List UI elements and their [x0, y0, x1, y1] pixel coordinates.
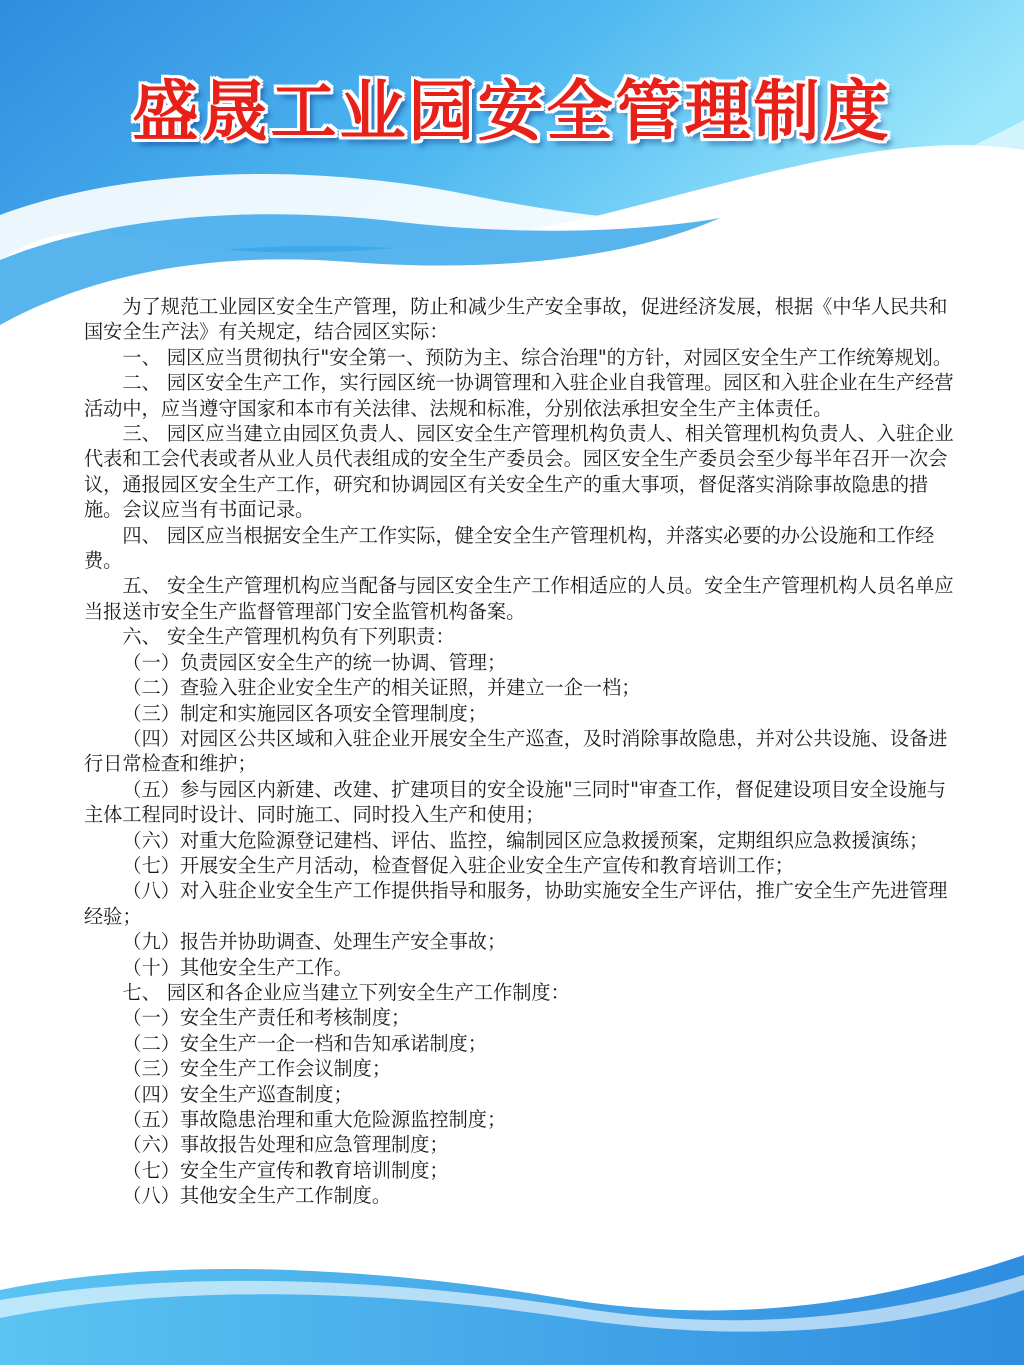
article-6-item: （二）查验入驻企业安全生产的相关证照，并建立一企一档；	[122, 676, 641, 700]
article-5: 五、 安全生产管理机构应当配备与园区安全生产工作相适应的人员。安全生产管理机构人员名单应当报送市安全生产监督管理部门安全监管机构备案。	[84, 574, 954, 623]
article-7-item: （二）安全生产一企一档和告知承诺制度；	[122, 1031, 487, 1055]
article-6-item: （六）对重大危险源登记建档、评估、监控，编制园区应急救援预案，定期组织应急救援演练；	[122, 828, 929, 852]
article-7-item: （五）事故隐患治理和重大危险源监控制度；	[122, 1108, 507, 1131]
article-6-item: （四）对园区公共区域和入驻企业开展安全生产巡查，及时消除事故隐患，并对公共设施、设备进行日常检查和维护；	[84, 726, 948, 776]
document-body	[84, 294, 964, 1209]
article-7-heading: 七、 园区和各企业应当建立下列安全生产工作制度：	[122, 980, 570, 1004]
article-7-item: （六）事故报告处理和应急管理制度；	[122, 1133, 449, 1157]
article-4: 四、 园区应当根据安全生产工作实际，健全安全生产管理机构，并落实必要的办公设施和工作经费。	[84, 523, 935, 573]
article-7-item: （四）安全生产巡查制度；	[122, 1082, 353, 1106]
article-7-item: （七）安全生产宣传和教育培训制度；	[122, 1158, 449, 1182]
article-2: 二、 园区安全生产工作，实行园区统一协调管理和入驻企业自我管理。园区和入驻企业在生产经营活动中，应当遵守国家和本市有关法律、法规和标准，分别依法承担安全生产主体责任。	[84, 371, 954, 420]
article-7-item: （八）其他安全生产工作制度。	[122, 1184, 392, 1208]
article-6-item: （八）对入驻企业安全生产工作提供指导和服务，协助实施安全生产评估，推广安全生产先进管理经验；	[84, 879, 948, 928]
article-6-item: （七）开展安全生产月活动，检查督促入驻企业安全生产宣传和教育培训工作；	[122, 853, 794, 877]
intro-paragraph: 为了规范工业园区安全生产管理，防止和减少生产安全事故，促进经济发展，根据《中华人民共和国安全生产法》有关规定，结合园区实际：	[84, 295, 948, 344]
article-6-item: （五）参与园区内新建、改建、扩建项目的安全设施"三同时"审查工作，督促建设项目安全设施与主体工程同时设计、同时施工、同时投入生产和使用；	[84, 777, 946, 827]
article-6-item: （十）其他安全生产工作。	[122, 955, 353, 979]
article-6-item: （一）负责园区安全生产的统一协调、管理；	[122, 650, 507, 674]
article-6-heading: 六、 安全生产管理机构负有下列职责：	[122, 625, 455, 649]
article-1: 一、 园区应当贯彻执行"安全第一、预防为主、综合治理"的方针，对园区安全生产工作统筹规划。	[122, 345, 953, 369]
article-6-item: （九）报告并协助调查、处理生产安全事故；	[122, 930, 507, 954]
article-6-item: （三）制定和实施园区各项安全管理制度；	[122, 701, 487, 725]
article-3: 三、 园区应当建立由园区负责人、园区安全生产管理机构负责人、相关管理机构负责人、入驻企业代表和工会代表或者从业人员代表组成的安全生产委员会。园区安全生产委员会至少每半年召开一次会议，通报园区安全生产工作，研究和协调园区有关安全生产的重大事项，督促落实消除事故隐患的措施。会议应当有书面记录。	[84, 422, 954, 522]
article-7-item: （三）安全生产工作会议制度；	[122, 1057, 392, 1081]
article-7-item: （一）安全生产责任和考核制度；	[122, 1006, 411, 1030]
page-title: 盛晟工业园安全管理制度	[132, 73, 892, 150]
